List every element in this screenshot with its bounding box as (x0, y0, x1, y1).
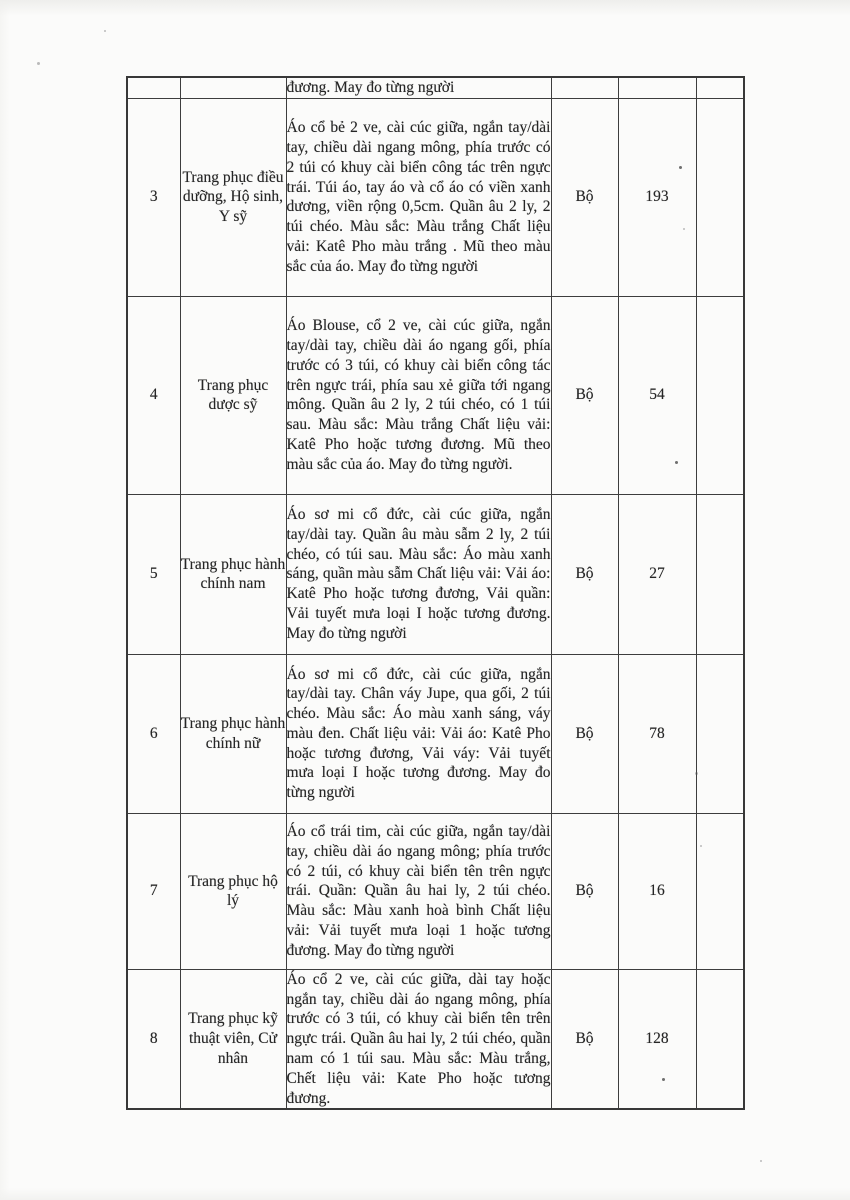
row-name-cell (180, 77, 286, 98)
scan-speck (683, 228, 685, 230)
table-row (127, 969, 744, 1109)
scan-speck (662, 1078, 665, 1081)
row-unit-cell: Bộ (551, 813, 618, 969)
row-description-cell: Áo cổ 2 ve, cài cúc giữa, dài tay hoặc ngắn tay, chiều dài áo ngang mông, phía trước có 3 túi, có khuy cài biển tên trên ngực trái. Quần âu hai ly, 2 túi chéo, quần nam có 1 túi sau. Màu sắc: Màu trắng, Chết liệu vải: Kate Pho hoặc tương đương. (286, 969, 551, 1109)
row-note-cell (696, 969, 744, 1109)
uniform-allocation-table (126, 76, 745, 1110)
scan-speck (700, 845, 702, 847)
scan-speck (695, 772, 698, 775)
row-qty-cell: 54 (618, 296, 696, 494)
row-description-cell: Áo cổ bẻ 2 ve, cài cúc giữa, ngắn tay/dài tay, chiều dài ngang mông, phía trước có 2 túi có khuy cài biển công tác trên ngực trái. Túi áo, tay áo và cổ áo có viền xanh dương, viền rộng 0,5cm. Quần âu 2 ly, 2 túi chéo. Màu sắc: Màu trắng Chất liệu vải: Katê Pho màu trắng . Mũ theo màu sắc của áo. May đo từng người (286, 98, 551, 296)
row-description-cell: đương. May đo từng người (286, 77, 551, 98)
row-unit-cell: Bộ (551, 98, 618, 296)
row-no-cell (127, 77, 180, 98)
row-note-cell (696, 296, 744, 494)
row-qty-cell: 16 (618, 813, 696, 969)
table-row (127, 98, 744, 296)
scan-speck (37, 62, 40, 65)
row-qty-cell: 128 (618, 969, 696, 1109)
row-unit-cell: Bộ (551, 654, 618, 813)
row-description-cell: Áo Blouse, cổ 2 ve, cài cúc giữa, ngắn tay/dài tay, chiều dài áo ngang gối, phía trước có 3 túi, có khuy cài biển công tác trên ngực trái, phía sau xẻ giữa tới ngang mông. Quần âu 2 ly, 2 túi chéo, có 1 túi sau. Màu sắc: Màu trắng Chất liệu vải: Katê Pho hoặc tương đương. Mũ theo màu sắc của áo. May đo từng người. (286, 296, 551, 494)
row-unit-cell: Bộ (551, 296, 618, 494)
row-description-cell: Áo cổ trái tim, cài cúc giữa, ngắn tay/dài tay, chiều dài áo ngang mông; phía trước có 2 túi, có khuy cài biển tên trên ngực trái. Quần: Quần âu hai ly, 2 túi chéo. Màu sắc: Màu xanh hoà bình Chất liệu vải: Vải tuyết mưa loại 1 hoặc tương đương. May đo từng người (286, 813, 551, 969)
row-name-cell: Trang phục điều dưỡng, Hộ sinh, Y sỹ (180, 98, 286, 296)
row-name-cell: Trang phục hành chính nữ (180, 654, 286, 813)
row-description-cell: Áo sơ mi cổ đức, cài cúc giữa, ngắn tay/dài tay. Chân váy Jupe, qua gối, 2 túi chéo. Màu sắc: Áo màu xanh sáng, váy màu đen. Chất liệu vải: Vải áo: Katê Pho hoặc tương đương, Vải váy: Vải tuyết mưa loại I hoặc tương đương. May đo từng người (286, 654, 551, 813)
row-no-cell: 6 (127, 654, 180, 813)
row-note-cell (696, 654, 744, 813)
row-unit-cell (551, 77, 618, 98)
row-no-cell: 7 (127, 813, 180, 969)
row-name-cell: Trang phục hành chính nam (180, 494, 286, 654)
scan-speck (679, 166, 682, 169)
table-row (127, 296, 744, 494)
scan-speck (104, 30, 106, 32)
row-qty-cell (618, 77, 696, 98)
scan-speck (760, 1160, 762, 1162)
row-description-cell: Áo sơ mi cổ đức, cài cúc giữa, ngắn tay/dài tay. Quần âu màu sẫm 2 ly, 2 túi chéo, có túi sau. Màu sắc: Áo màu xanh sáng, quần màu sẫm Chất liệu vải: Vải áo: Katê Pho hoặc tương đương, Vải quần: Vải tuyết mưa loại I hoặc tương đương. May đo từng người (286, 494, 551, 654)
row-no-cell: 3 (127, 98, 180, 296)
table-row-carryover (127, 77, 744, 98)
row-name-cell: Trang phục kỹ thuật viên, Cử nhân (180, 969, 286, 1109)
row-qty-cell: 78 (618, 654, 696, 813)
row-no-cell: 5 (127, 494, 180, 654)
row-qty-cell: 27 (618, 494, 696, 654)
row-name-cell: Trang phục hộ lý (180, 813, 286, 969)
scan-speck (675, 461, 678, 464)
row-name-cell: Trang phục dược sỹ (180, 296, 286, 494)
table-row (127, 654, 744, 813)
row-note-cell (696, 813, 744, 969)
row-note-cell (696, 494, 744, 654)
row-note-cell (696, 98, 744, 296)
row-no-cell: 4 (127, 296, 180, 494)
row-qty-cell: 193 (618, 98, 696, 296)
row-unit-cell: Bộ (551, 494, 618, 654)
row-note-cell (696, 77, 744, 98)
row-no-cell: 8 (127, 969, 180, 1109)
table-row (127, 813, 744, 969)
row-unit-cell: Bộ (551, 969, 618, 1109)
table-row (127, 494, 744, 654)
